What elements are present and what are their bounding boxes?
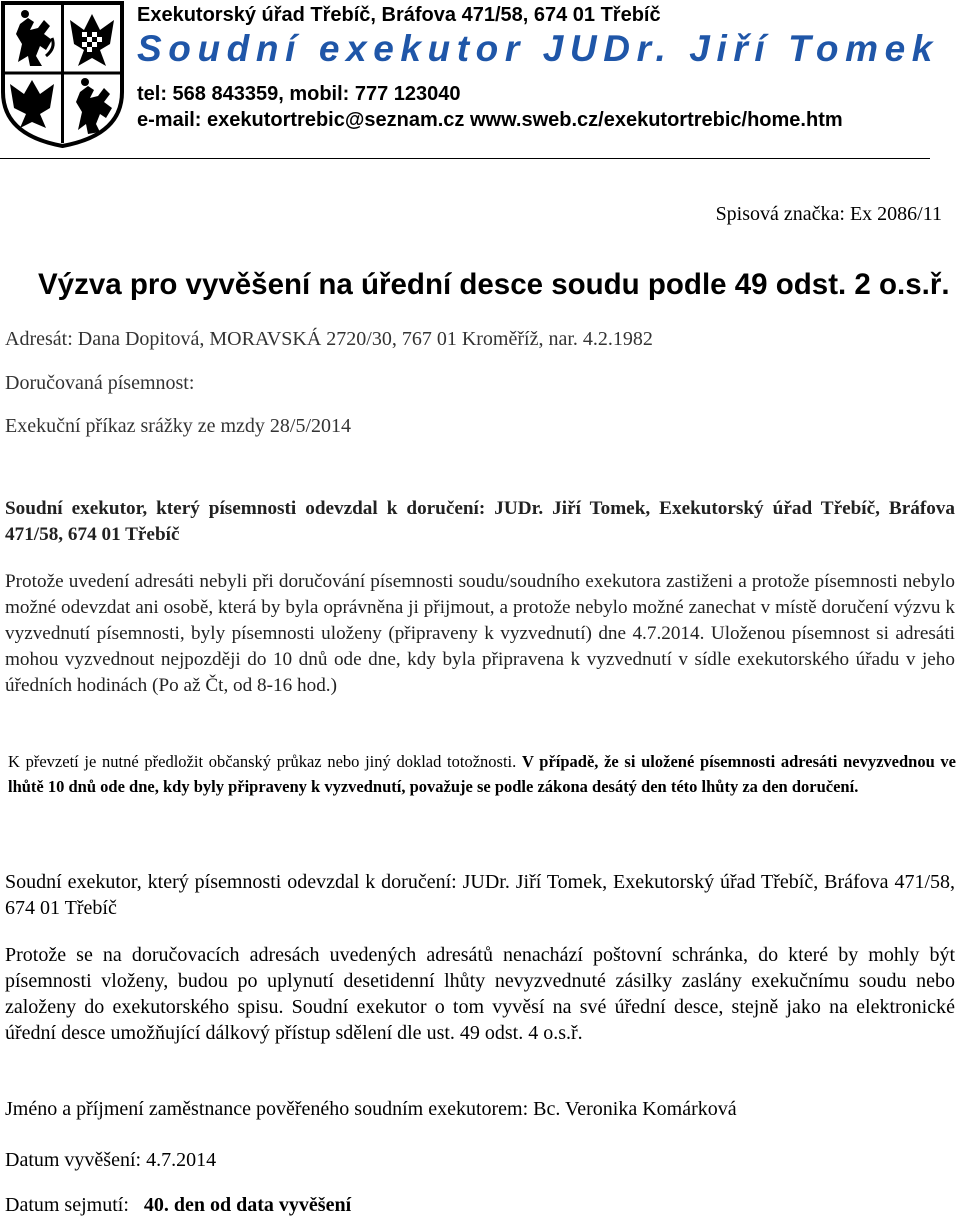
czech-coat-of-arms-icon — [0, 0, 125, 148]
notice-paragraph: Protože uvedení adresáti nebyli při doručování písemnosti soudu/soudního exekutora zastiženi a protože písemnosti nebylo možné odevzdat ani osobě, která by byla oprávněna ji přijmout, a protože nebylo možné zanechat v místě doručení výzvu k vyzvednutí písemnosti, byly písemnosti uloženy (připraveny k vyzvednutí) dne 4.7.2014. Uloženou písemnost si adresáti mohou vyzvednout nejpozději do 10 dnů ode dne, kdy byla připravena k vyzvednutí v sídle exekutorského úřadu v jeho úředních hodinách (Po až Čt, od 8-16 hod.) — [5, 571, 955, 696]
delivered-document-label: Doručovaná písemnost: — [5, 372, 195, 394]
posting-date: Datum vyvěšení: 4.7.2014 — [5, 1149, 217, 1171]
delivered-by-paragraph: Soudní exekutor, který písemnosti odevzdal k doručení: JUDr. Jiří Tomek, Exekutorský úřad Třebíč, Bráfova 471/58, 674 01 Třebíč — [5, 498, 955, 545]
pickup-warning: V případě, že si uložené písemnosti adresáti nevyzvednou ve lhůtě 10 dnů ode dne, kdy byly připraveny k vyzvednutí, považuje se podle zákona desátý den této lhůty za den doručení. — [8, 752, 957, 796]
pickup-id-note: K převzetí je nutné předložit občanský průkaz nebo jiný doklad totožnosti. — [8, 752, 517, 771]
phone-numbers: tel: 568 843359, mobil: 777 123040 — [137, 83, 461, 105]
header-divider — [0, 158, 930, 159]
executor-name: Soudní exekutor JUDr. Jiří Tomek — [137, 28, 939, 69]
addressee: Adresát: Dana Dopitová, MORAVSKÁ 2720/30, 767 01 Kroměříž, nar. 4.2.1982 — [5, 328, 653, 350]
mailbox-notice-paragraph: Protože se na doručovacích adresách uvedených adresátů nenachází poštovní schránka, do které by mohly být písemnosti vloženy, budou po uplynutí desetidenní lhůty nevyzvednuté zásilky zaslány exekučnímu soudu nebo založeny do exekutorského spisu. Soudní exekutor o tom vyvěsí na své úřední desce, stejně jako na elektronické úřední desce umožňující dálkový přístup sdělení dle ust. 49 odst. 4 o.s.ř. — [5, 944, 955, 1044]
file-reference: Spisová značka: Ex 2086/11 — [715, 203, 942, 225]
responsible-employee: Jméno a příjmení zaměstnance pověřeného soudním exekutorem: Bc. Veronika Komárková — [5, 1098, 737, 1120]
removal-date-label: Datum sejmutí: — [5, 1194, 129, 1216]
delivered-document-value: Exekuční příkaz srážky ze mzdy 28/5/2014 — [5, 415, 351, 437]
office-address: Exekutorský úřad Třebíč, Bráfova 471/58, 674 01 Třebíč — [137, 4, 661, 26]
delivered-by-paragraph-2: Soudní exekutor, který písemnosti odevzdal k doručení: JUDr. Jiří Tomek, Exekutorský úřad Třebíč, Bráfova 471/58, 674 01 Třebíč — [5, 871, 955, 919]
removal-date — [5, 1194, 351, 1217]
pickup-note-block — [8, 749, 956, 799]
removal-date-value: 40. den od data vyvěšení — [143, 1194, 352, 1216]
document-title: Výzva pro vyvěšení na úřední desce soudu podle 49 odst. 2 o.s.ř. — [38, 268, 950, 301]
contact-email-web: e-mail: exekutortrebic@seznam.cz www.sweb.cz/exekutortrebic/home.htm — [137, 109, 843, 131]
